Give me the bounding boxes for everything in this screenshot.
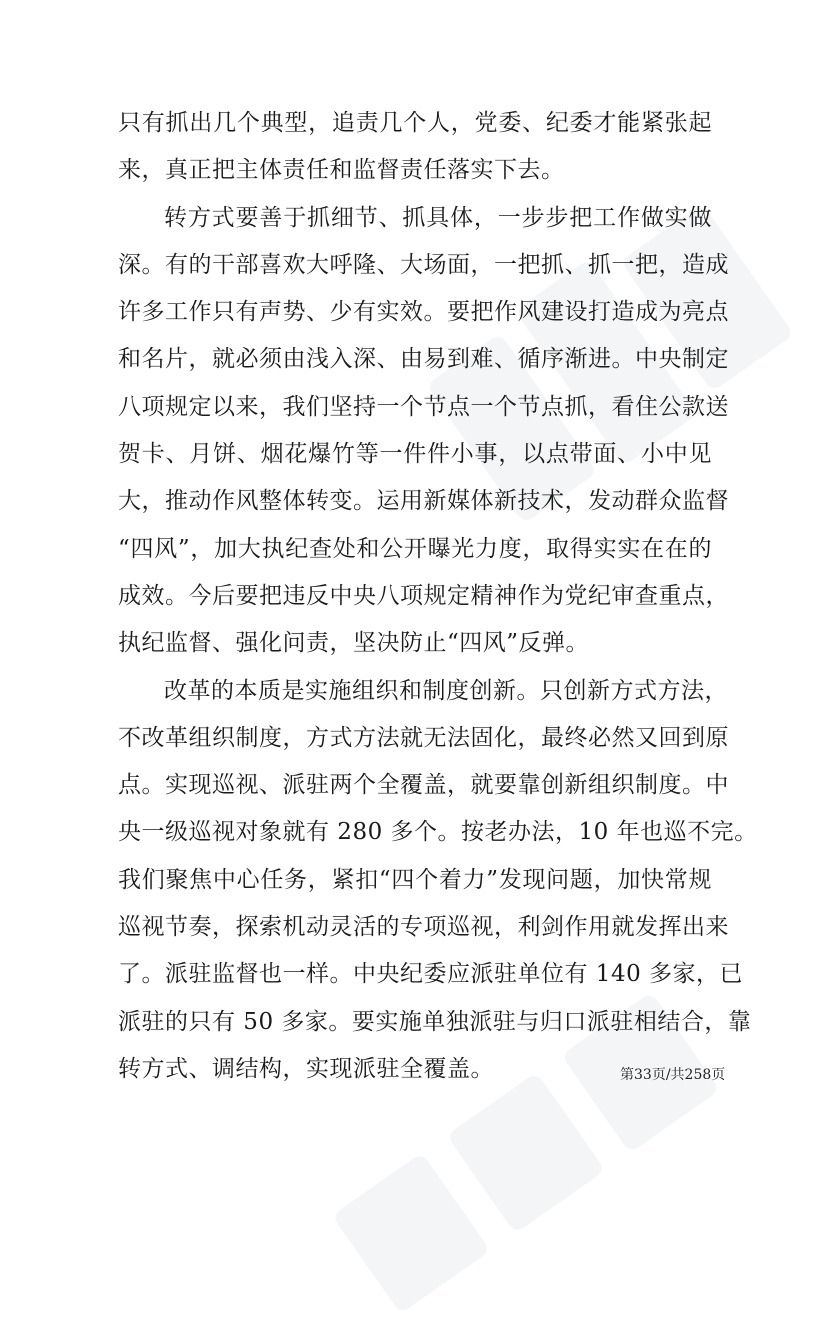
- text-line: 改革的本质是实施组织和制度创新。只创新方式方法，: [164, 677, 728, 704]
- text-line: 贺卡、月饼、烟花爆竹等一件件小事，以点带面、小中见: [118, 441, 712, 468]
- text-line: 点。实现巡视、派驻两个全覆盖，就要靠创新组织制度。中: [118, 772, 729, 799]
- text-line: 大，推动作风整体转变。运用新媒体新技术，发动群众监督: [118, 488, 729, 515]
- text-line: 深。有的干部喜欢大呼隆、大场面，一把抓、抓一把，造成: [118, 251, 729, 278]
- text-line: 来，真正把主体责任和监督责任落实下去。: [118, 157, 565, 184]
- page-number: 第33页/共258页: [620, 1067, 726, 1083]
- text-line: 八项规定以来，我们坚持一个节点一个节点抓，看住公款送: [118, 393, 729, 420]
- text-line: 央一级巡视对象就有 280 多个。按老办法，10 年也巡不完。: [118, 819, 758, 846]
- text-line: 了。派驻监督也一样。中央纪委应派驻单位有 140 多家，已: [118, 961, 744, 988]
- text-line: 转方式、调结构，实现派驻全覆盖。: [118, 1055, 494, 1082]
- text-line: 巡视节奏，探索机动灵活的专项巡视，利剑作用就发挥出来: [118, 914, 729, 941]
- text-line: 许多工作只有声势、少有实效。要把作风建设打造成为亮点: [118, 299, 729, 326]
- text-line: 我们聚焦中心任务，紧扣“四个着力”发现问题，加快常规: [118, 866, 712, 893]
- text-line: “四风”，加大执纪查处和公开曝光力度，取得实实在在的: [118, 535, 712, 562]
- text-line: 转方式要善于抓细节、抓具体，一步步把工作做实做: [164, 204, 712, 231]
- text-line: 不改革组织制度，方式方法就无法固化，最终必然又回到原: [118, 724, 729, 751]
- text-line: 成效。今后要把违反中央八项规定精神作为党纪审查重点，: [118, 582, 729, 609]
- body-text: [118, 100, 758, 1093]
- text-line: 和名片，就必须由浅入深、由易到难、循序渐进。中央制定: [118, 346, 729, 373]
- text-line: 派驻的只有 50 多家。要实施单独派驻与归口派驻相结合，靠: [118, 1008, 752, 1035]
- text-line: 只有抓出几个典型，追责几个人，党委、纪委才能紧张起: [118, 110, 712, 136]
- text-line: 执纪监督、强化问责，坚决防止“四风”反弹。: [118, 630, 590, 657]
